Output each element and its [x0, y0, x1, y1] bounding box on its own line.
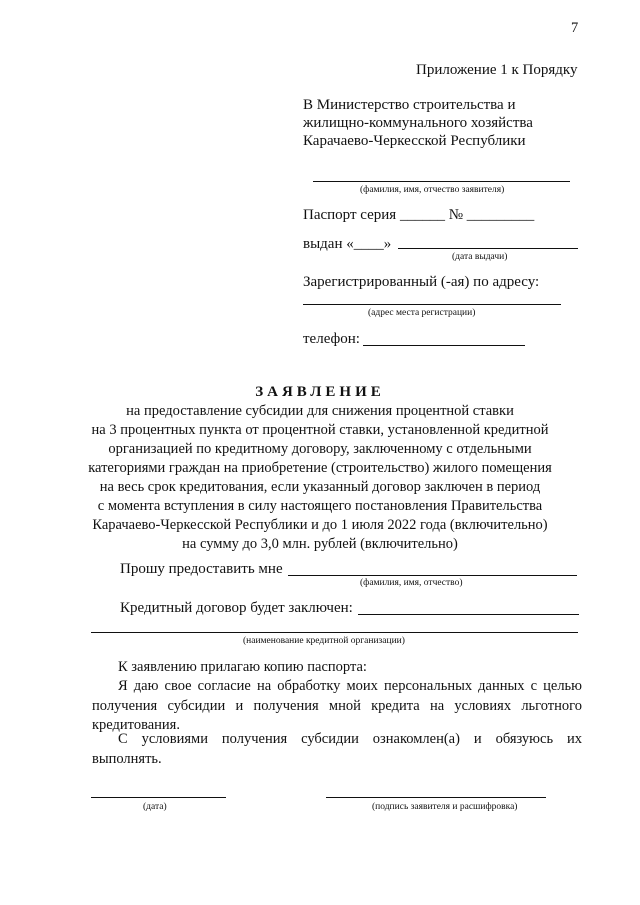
document-title: ЗАЯВЛЕНИЕ [255, 384, 385, 400]
phone-label: телефон: [303, 331, 360, 347]
terms-paragraph: С условиями получения субсидии ознакомлен(а) и обязуюсь их выполнять. [92, 731, 582, 767]
request-label: Прошу предоставить мне [120, 561, 283, 577]
phone-field[interactable] [363, 345, 525, 346]
subtitle-line: на сумму до 3,0 млн. рублей (включительно) [182, 536, 458, 552]
date-caption: (дата) [143, 802, 167, 812]
subtitle-line: на весь срок кредитования, если указанный договор заключен в период [99, 479, 541, 495]
applicant-name-field[interactable] [313, 181, 570, 182]
addressee-line: жилищно-коммунального хозяйства [303, 115, 533, 131]
appendix-reference: Приложение 1 к Порядку [416, 62, 578, 78]
credit-organization-field[interactable] [91, 632, 578, 633]
page-number: 7 [571, 20, 579, 36]
subtitle-line: с момента вступления в силу настоящего постановления Правительства [97, 498, 543, 514]
registration-address-field[interactable] [303, 304, 561, 305]
passport-field[interactable]: Паспорт серия ______ № _________ [303, 207, 535, 223]
subtitle-line: на предоставление субсидии для снижения процентной ставки [126, 403, 514, 419]
date-field[interactable] [91, 797, 226, 798]
subtitle-line: категориями граждан на приобретение (строительство) жилого помещения [88, 460, 552, 476]
credit-organization-caption: (наименование кредитной организации) [243, 636, 405, 646]
loan-agreement-field[interactable] [358, 614, 579, 615]
applicant-name-caption: (фамилия, имя, отчество заявителя) [360, 185, 505, 195]
subtitle-line: организацией по кредитному договору, заключенному с отдельными [108, 441, 532, 457]
signature-field[interactable] [326, 797, 546, 798]
addressee-line: В Министерство строительства и [303, 97, 516, 113]
subtitle-line: на 3 процентных пункта от процентной ставки, установленной кредитной [91, 422, 549, 438]
consent-paragraph: Я даю свое согласие на обработку моих персональных данных с целью получения субсидии и получения мной кредита на условиях льготного кредитования. [92, 678, 582, 733]
signature-caption: (подпись заявителя и расшифровка) [372, 802, 518, 812]
attachment-paragraph: К заявлению прилагаю копию паспорта: [118, 659, 367, 675]
issue-date-caption: (дата выдачи) [452, 252, 508, 262]
subtitle-line: Карачаево-Черкесской Республики и до 1 июля 2022 года (включительно) [92, 517, 548, 533]
recipient-name-field[interactable] [288, 575, 577, 576]
loan-label: Кредитный договор будет заключен: [120, 600, 353, 616]
issued-label: выдан «____» [303, 236, 392, 252]
recipient-name-caption: (фамилия, имя, отчество) [360, 578, 463, 588]
addressee-line: Карачаево-Черкесской Республики [303, 133, 526, 149]
registration-label: Зарегистрированный (-ая) по адресу: [303, 274, 540, 290]
issued-by-field[interactable] [398, 248, 578, 249]
address-caption: (адрес места регистрации) [368, 308, 476, 318]
